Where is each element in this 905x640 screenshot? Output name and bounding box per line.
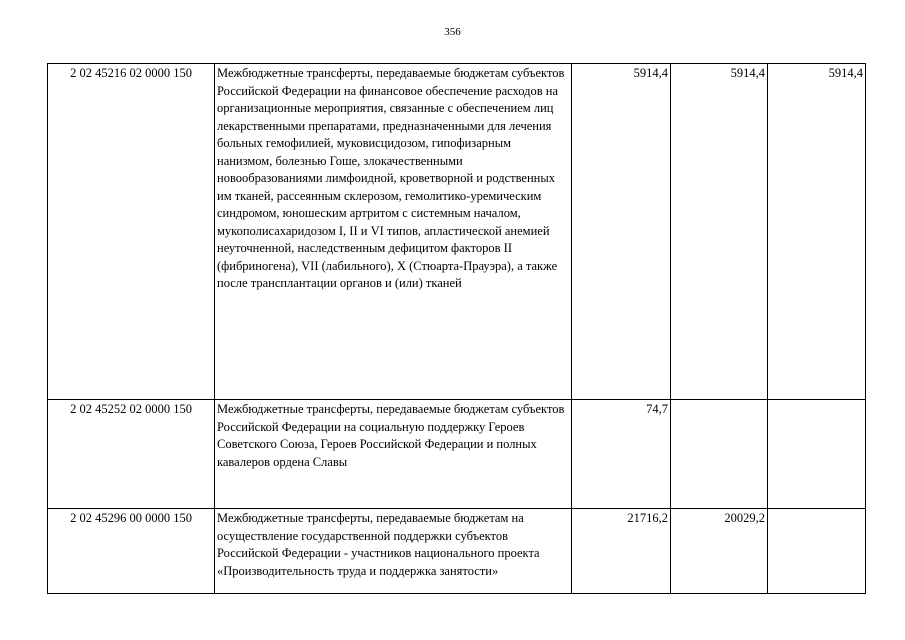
amount-cell-3: 5914,4: [768, 64, 866, 400]
table-row: [48, 64, 866, 400]
amount-cell-3: [768, 400, 866, 509]
amount-cell-2: 5914,4: [671, 64, 768, 400]
budget-table: [47, 63, 866, 594]
amount-cell-3: [768, 509, 866, 594]
description-cell: Межбюджетные трансферты, передаваемые бюджетам субъектов Российской Федерации на социальную поддержку Героев Советского Союза, Героев Российской Федерации и полных кавалеров ордена Славы: [215, 400, 572, 509]
amount-cell-2: 20029,2: [671, 509, 768, 594]
amount-cell-1: 5914,4: [572, 64, 671, 400]
table-row: [48, 400, 866, 509]
classification-code-cell: 2 02 45296 00 0000 150: [48, 509, 215, 594]
amount-cell-2: [671, 400, 768, 509]
classification-code-cell: 2 02 45216 02 0000 150: [48, 64, 215, 400]
description-cell: Межбюджетные трансферты, передаваемые бюджетам субъектов Российской Федерации на финансовое обеспечение расходов на организационные мероприятия, связанные с обеспечением лиц лекарственными препаратами, предназначенными для лечения больных гемофилией, муковисцидозом, гипофизарным нанизмом, болезнью Гоше, злокачественными новообразованиями лимфоидной, кроветворной и родственных им тканей, рассеянным склерозом, гемолитико-уремическим синдромом, юношеским артритом с системным началом, мукополисахаридозом I, II и VI типов, апластической анемией неуточненной, наследственным дефицитом факторов II (фибриногена), VII (лабильного), X (Стюарта-Прауэра), а также после трансплантации органов и (или) тканей: [215, 64, 572, 400]
amount-cell-1: 74,7: [572, 400, 671, 509]
classification-code-cell: 2 02 45252 02 0000 150: [48, 400, 215, 509]
page-number: 356: [444, 26, 461, 38]
description-cell: Межбюджетные трансферты, передаваемые бюджетам на осуществление государственной поддержки субъектов Российской Федерации - участников национального проекта «Производительность труда и поддержка занятости»: [215, 509, 572, 594]
amount-cell-1: 21716,2: [572, 509, 671, 594]
table-row: [48, 509, 866, 594]
